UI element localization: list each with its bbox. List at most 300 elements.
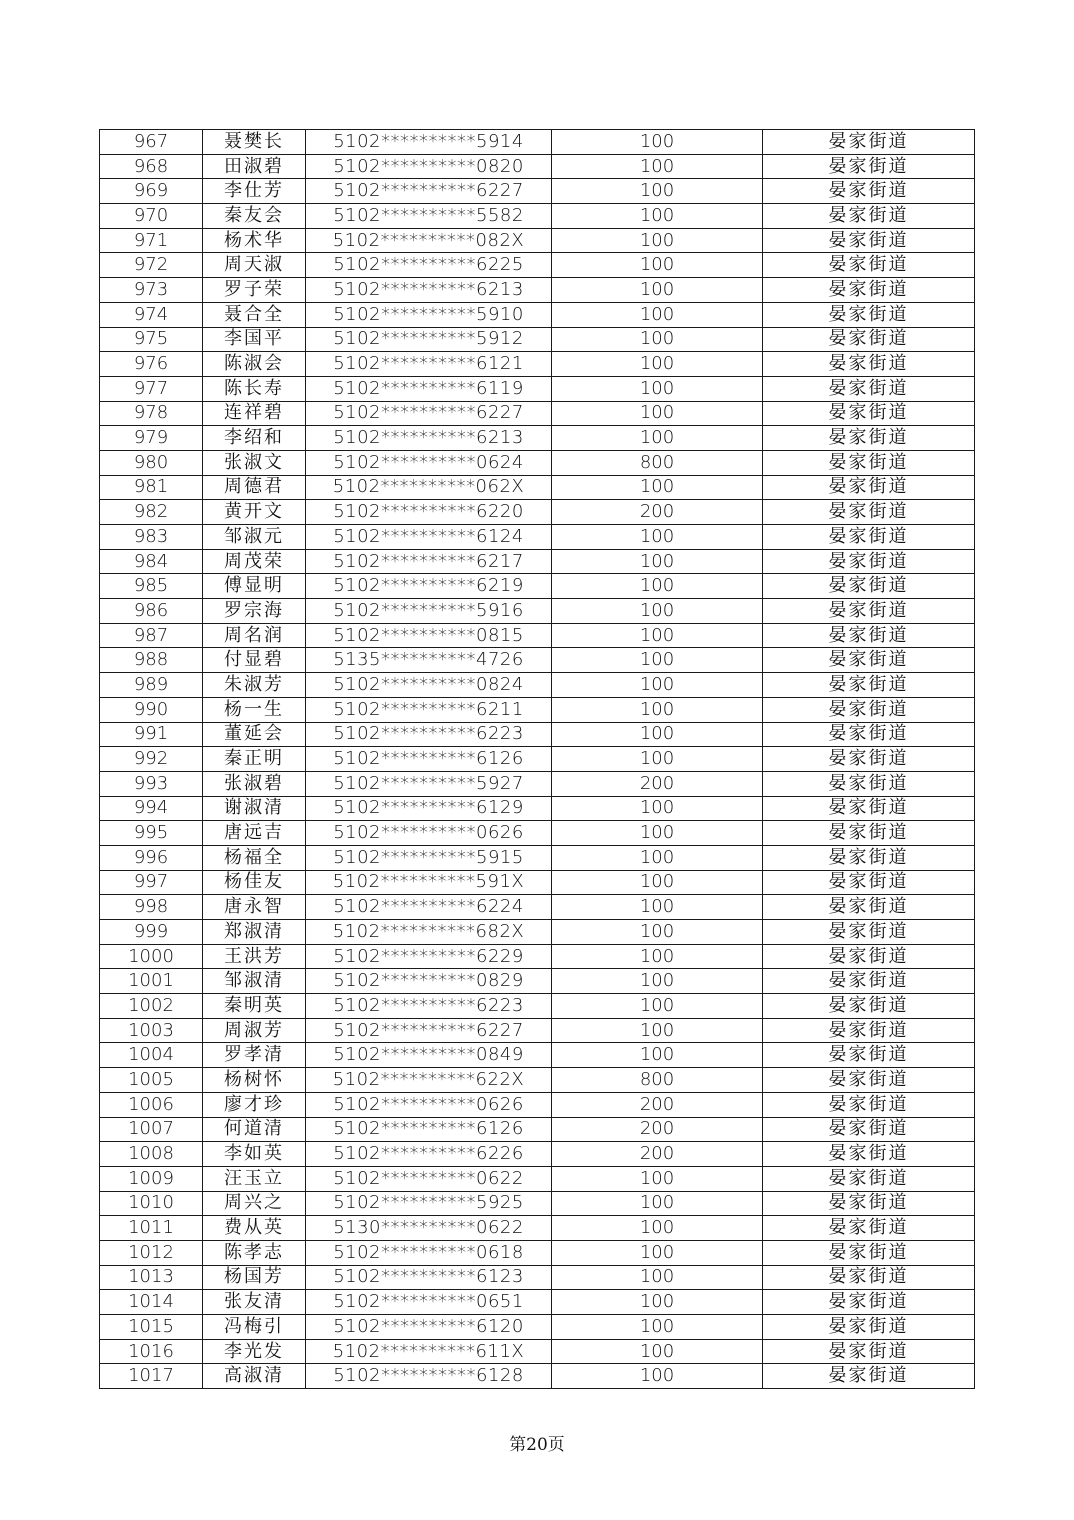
id-number-cell: 5102**********062X — [306, 475, 552, 500]
amount-cell: 100 — [552, 1315, 763, 1340]
id-number-cell: 5102**********6120 — [306, 1315, 552, 1340]
name-cell: 唐永智 — [203, 895, 306, 920]
amount-cell: 100 — [552, 1364, 763, 1389]
row-number-cell: 973 — [100, 278, 203, 303]
row-number-cell: 1008 — [100, 1142, 203, 1167]
id-number-cell: 5102**********0618 — [306, 1240, 552, 1265]
amount-cell: 100 — [552, 1216, 763, 1241]
row-number-cell: 988 — [100, 648, 203, 673]
amount-cell: 100 — [552, 253, 763, 278]
location-cell: 晏家街道 — [763, 253, 975, 278]
row-number-cell: 972 — [100, 253, 203, 278]
location-cell: 晏家街道 — [763, 747, 975, 772]
row-number-cell: 1011 — [100, 1216, 203, 1241]
location-cell: 晏家街道 — [763, 376, 975, 401]
table-row — [100, 352, 975, 377]
location-cell: 晏家街道 — [763, 1240, 975, 1265]
id-number-cell: 5102**********6223 — [306, 722, 552, 747]
name-cell: 罗子荣 — [203, 278, 306, 303]
id-number-cell: 5102**********6226 — [306, 1142, 552, 1167]
amount-cell: 200 — [552, 1142, 763, 1167]
id-number-cell: 5102**********0624 — [306, 450, 552, 475]
location-cell: 晏家街道 — [763, 549, 975, 574]
row-number-cell: 991 — [100, 722, 203, 747]
name-cell: 高淑清 — [203, 1364, 306, 1389]
amount-cell: 100 — [552, 1290, 763, 1315]
table-row — [100, 994, 975, 1019]
location-cell: 晏家街道 — [763, 475, 975, 500]
row-number-cell: 1004 — [100, 1043, 203, 1068]
table-row — [100, 845, 975, 870]
amount-cell: 100 — [552, 648, 763, 673]
amount-cell: 100 — [552, 599, 763, 624]
row-number-cell: 977 — [100, 376, 203, 401]
id-number-cell: 5102**********5916 — [306, 599, 552, 624]
row-number-cell: 981 — [100, 475, 203, 500]
row-number-cell: 975 — [100, 327, 203, 352]
table-row — [100, 673, 975, 698]
table-row — [100, 1068, 975, 1093]
table-row — [100, 1315, 975, 1340]
name-cell: 杨福全 — [203, 845, 306, 870]
row-number-cell: 996 — [100, 845, 203, 870]
amount-cell: 100 — [552, 475, 763, 500]
id-number-cell: 5102**********6223 — [306, 994, 552, 1019]
amount-cell: 100 — [552, 154, 763, 179]
table-row — [100, 1364, 975, 1389]
table-row — [100, 599, 975, 624]
name-cell: 邹淑元 — [203, 525, 306, 550]
id-number-cell: 5102**********6124 — [306, 525, 552, 550]
row-number-cell: 982 — [100, 500, 203, 525]
table-row — [100, 500, 975, 525]
id-number-cell: 5102**********6217 — [306, 549, 552, 574]
id-number-cell: 5102**********5582 — [306, 204, 552, 229]
name-cell: 秦友会 — [203, 204, 306, 229]
row-number-cell: 990 — [100, 697, 203, 722]
name-cell: 周天淑 — [203, 253, 306, 278]
row-number-cell: 986 — [100, 599, 203, 624]
row-number-cell: 1000 — [100, 944, 203, 969]
id-number-cell: 5130**********0622 — [306, 1216, 552, 1241]
location-cell: 晏家街道 — [763, 1315, 975, 1340]
page-number: 第20页 — [509, 1435, 565, 1455]
table-row — [100, 821, 975, 846]
location-cell: 晏家街道 — [763, 302, 975, 327]
location-cell: 晏家街道 — [763, 1068, 975, 1093]
table-row — [100, 920, 975, 945]
name-cell: 罗宗海 — [203, 599, 306, 624]
location-cell: 晏家街道 — [763, 401, 975, 426]
amount-cell: 100 — [552, 352, 763, 377]
amount-cell: 100 — [552, 623, 763, 648]
name-cell: 费从英 — [203, 1216, 306, 1241]
id-number-cell: 5102**********0815 — [306, 623, 552, 648]
table-row — [100, 130, 975, 155]
row-number-cell: 974 — [100, 302, 203, 327]
table-row — [100, 1018, 975, 1043]
location-cell: 晏家街道 — [763, 204, 975, 229]
table-row — [100, 969, 975, 994]
amount-cell: 100 — [552, 697, 763, 722]
name-cell: 张友清 — [203, 1290, 306, 1315]
amount-cell: 800 — [552, 1068, 763, 1093]
name-cell: 陈孝志 — [203, 1240, 306, 1265]
location-cell: 晏家街道 — [763, 1191, 975, 1216]
name-cell: 张淑文 — [203, 450, 306, 475]
id-number-cell: 5102**********0622 — [306, 1166, 552, 1191]
name-cell: 秦正明 — [203, 747, 306, 772]
table-row — [100, 1092, 975, 1117]
name-cell: 杨佳友 — [203, 870, 306, 895]
name-cell: 田淑碧 — [203, 154, 306, 179]
row-number-cell: 984 — [100, 549, 203, 574]
location-cell: 晏家街道 — [763, 278, 975, 303]
location-cell: 晏家街道 — [763, 944, 975, 969]
location-cell: 晏家街道 — [763, 697, 975, 722]
name-cell: 朱淑芳 — [203, 673, 306, 698]
amount-cell: 100 — [552, 228, 763, 253]
table-row — [100, 1191, 975, 1216]
name-cell: 王洪芳 — [203, 944, 306, 969]
table-row — [100, 1216, 975, 1241]
amount-cell: 100 — [552, 574, 763, 599]
id-number-cell: 5102**********0824 — [306, 673, 552, 698]
amount-cell: 100 — [552, 426, 763, 451]
table-row — [100, 475, 975, 500]
row-number-cell: 1013 — [100, 1265, 203, 1290]
name-cell: 付显碧 — [203, 648, 306, 673]
id-number-cell: 5102**********6213 — [306, 426, 552, 451]
name-cell: 杨一生 — [203, 697, 306, 722]
table-row — [100, 623, 975, 648]
id-number-cell: 5102**********6229 — [306, 944, 552, 969]
id-number-cell: 5102**********6224 — [306, 895, 552, 920]
id-number-cell: 5102**********6211 — [306, 697, 552, 722]
row-number-cell: 1001 — [100, 969, 203, 994]
amount-cell: 100 — [552, 1265, 763, 1290]
id-number-cell: 5102**********6225 — [306, 253, 552, 278]
location-cell: 晏家街道 — [763, 327, 975, 352]
table-row — [100, 450, 975, 475]
row-number-cell: 970 — [100, 204, 203, 229]
location-cell: 晏家街道 — [763, 1216, 975, 1241]
table-row — [100, 228, 975, 253]
name-cell: 李仕芳 — [203, 179, 306, 204]
table-row — [100, 574, 975, 599]
row-number-cell: 978 — [100, 401, 203, 426]
id-number-cell: 5102**********6119 — [306, 376, 552, 401]
name-cell: 冯梅引 — [203, 1315, 306, 1340]
name-cell: 周茂荣 — [203, 549, 306, 574]
name-cell: 连祥碧 — [203, 401, 306, 426]
location-cell: 晏家街道 — [763, 1043, 975, 1068]
row-number-cell: 999 — [100, 920, 203, 945]
amount-cell: 100 — [552, 1166, 763, 1191]
location-cell: 晏家街道 — [763, 648, 975, 673]
location-cell: 晏家街道 — [763, 1339, 975, 1364]
row-number-cell: 989 — [100, 673, 203, 698]
name-cell: 秦明英 — [203, 994, 306, 1019]
row-number-cell: 1002 — [100, 994, 203, 1019]
name-cell: 罗孝清 — [203, 1043, 306, 1068]
amount-cell: 100 — [552, 821, 763, 846]
amount-cell: 100 — [552, 401, 763, 426]
name-cell: 何道清 — [203, 1117, 306, 1142]
amount-cell: 200 — [552, 1092, 763, 1117]
location-cell: 晏家街道 — [763, 130, 975, 155]
name-cell: 汪玉立 — [203, 1166, 306, 1191]
id-number-cell: 5102**********591X — [306, 870, 552, 895]
name-cell: 聂合全 — [203, 302, 306, 327]
name-cell: 周兴之 — [203, 1191, 306, 1216]
id-number-cell: 5102**********6227 — [306, 179, 552, 204]
amount-cell: 200 — [552, 771, 763, 796]
table-row — [100, 697, 975, 722]
id-number-cell: 5102**********5915 — [306, 845, 552, 870]
name-cell: 郑淑清 — [203, 920, 306, 945]
location-cell: 晏家街道 — [763, 500, 975, 525]
id-number-cell: 5102**********0651 — [306, 1290, 552, 1315]
location-cell: 晏家街道 — [763, 352, 975, 377]
id-number-cell: 5102**********5912 — [306, 327, 552, 352]
table-row — [100, 426, 975, 451]
row-number-cell: 1017 — [100, 1364, 203, 1389]
table-row — [100, 302, 975, 327]
table-row — [100, 549, 975, 574]
name-cell: 聂樊长 — [203, 130, 306, 155]
amount-cell: 100 — [552, 130, 763, 155]
id-number-cell: 5102**********6227 — [306, 401, 552, 426]
location-cell: 晏家街道 — [763, 895, 975, 920]
amount-cell: 100 — [552, 278, 763, 303]
row-number-cell: 998 — [100, 895, 203, 920]
amount-cell: 100 — [552, 845, 763, 870]
table-row — [100, 1265, 975, 1290]
row-number-cell: 1014 — [100, 1290, 203, 1315]
id-number-cell: 5102**********6128 — [306, 1364, 552, 1389]
location-cell: 晏家街道 — [763, 920, 975, 945]
amount-cell: 100 — [552, 870, 763, 895]
id-number-cell: 5102**********0829 — [306, 969, 552, 994]
table-row — [100, 895, 975, 920]
table-row — [100, 204, 975, 229]
amount-cell: 100 — [552, 204, 763, 229]
location-cell: 晏家街道 — [763, 179, 975, 204]
amount-cell: 100 — [552, 1191, 763, 1216]
row-number-cell: 994 — [100, 796, 203, 821]
id-number-cell: 5102**********5914 — [306, 130, 552, 155]
location-cell: 晏家街道 — [763, 154, 975, 179]
name-cell: 杨术华 — [203, 228, 306, 253]
location-cell: 晏家街道 — [763, 1364, 975, 1389]
table-row — [100, 944, 975, 969]
location-cell: 晏家街道 — [763, 228, 975, 253]
row-number-cell: 1015 — [100, 1315, 203, 1340]
amount-cell: 800 — [552, 450, 763, 475]
id-number-cell: 5102**********6121 — [306, 352, 552, 377]
name-cell: 张淑碧 — [203, 771, 306, 796]
location-cell: 晏家街道 — [763, 1018, 975, 1043]
location-cell: 晏家街道 — [763, 969, 975, 994]
location-cell: 晏家街道 — [763, 623, 975, 648]
amount-cell: 100 — [552, 895, 763, 920]
row-number-cell: 971 — [100, 228, 203, 253]
table-row — [100, 525, 975, 550]
amount-cell: 100 — [552, 969, 763, 994]
amount-cell: 100 — [552, 376, 763, 401]
name-cell: 傅显明 — [203, 574, 306, 599]
table-row — [100, 1339, 975, 1364]
location-cell: 晏家街道 — [763, 1117, 975, 1142]
id-number-cell: 5102**********0849 — [306, 1043, 552, 1068]
amount-cell: 100 — [552, 944, 763, 969]
name-cell: 周德君 — [203, 475, 306, 500]
name-cell: 李如英 — [203, 1142, 306, 1167]
location-cell: 晏家街道 — [763, 1142, 975, 1167]
amount-cell: 100 — [552, 1240, 763, 1265]
location-cell: 晏家街道 — [763, 870, 975, 895]
amount-cell: 100 — [552, 673, 763, 698]
amount-cell: 200 — [552, 500, 763, 525]
row-number-cell: 995 — [100, 821, 203, 846]
amount-cell: 200 — [552, 1117, 763, 1142]
name-cell: 唐远吉 — [203, 821, 306, 846]
row-number-cell: 979 — [100, 426, 203, 451]
location-cell: 晏家街道 — [763, 722, 975, 747]
id-number-cell: 5102**********5925 — [306, 1191, 552, 1216]
amount-cell: 100 — [552, 1018, 763, 1043]
location-cell: 晏家街道 — [763, 845, 975, 870]
location-cell: 晏家街道 — [763, 525, 975, 550]
name-cell: 周名润 — [203, 623, 306, 648]
amount-cell: 100 — [552, 302, 763, 327]
name-cell: 李国平 — [203, 327, 306, 352]
amount-cell: 100 — [552, 920, 763, 945]
table-row — [100, 771, 975, 796]
amount-cell: 100 — [552, 1043, 763, 1068]
table-row — [100, 327, 975, 352]
location-cell: 晏家街道 — [763, 1265, 975, 1290]
id-number-cell: 5102**********0626 — [306, 1092, 552, 1117]
location-cell: 晏家街道 — [763, 673, 975, 698]
id-number-cell: 5102**********622X — [306, 1068, 552, 1093]
location-cell: 晏家街道 — [763, 1290, 975, 1315]
row-number-cell: 1009 — [100, 1166, 203, 1191]
row-number-cell: 983 — [100, 525, 203, 550]
id-number-cell: 5102**********611X — [306, 1339, 552, 1364]
row-number-cell: 987 — [100, 623, 203, 648]
amount-cell: 100 — [552, 747, 763, 772]
table-row — [100, 722, 975, 747]
name-cell: 黄开文 — [203, 500, 306, 525]
table-row — [100, 1240, 975, 1265]
id-number-cell: 5102**********6227 — [306, 1018, 552, 1043]
roster-table-body — [100, 130, 975, 1389]
id-number-cell: 5102**********082X — [306, 228, 552, 253]
id-number-cell: 5102**********6220 — [306, 500, 552, 525]
name-cell: 杨国芳 — [203, 1265, 306, 1290]
amount-cell: 100 — [552, 1339, 763, 1364]
table-row — [100, 648, 975, 673]
name-cell: 李绍和 — [203, 426, 306, 451]
location-cell: 晏家街道 — [763, 599, 975, 624]
name-cell: 谢淑清 — [203, 796, 306, 821]
amount-cell: 100 — [552, 525, 763, 550]
id-number-cell: 5102**********6126 — [306, 747, 552, 772]
name-cell: 邹淑清 — [203, 969, 306, 994]
id-number-cell: 5102**********6219 — [306, 574, 552, 599]
table-row — [100, 1117, 975, 1142]
name-cell: 陈长寿 — [203, 376, 306, 401]
table-row — [100, 401, 975, 426]
row-number-cell: 1007 — [100, 1117, 203, 1142]
amount-cell: 100 — [552, 549, 763, 574]
location-cell: 晏家街道 — [763, 771, 975, 796]
table-row — [100, 253, 975, 278]
id-number-cell: 5102**********6123 — [306, 1265, 552, 1290]
row-number-cell: 985 — [100, 574, 203, 599]
name-cell: 周淑芳 — [203, 1018, 306, 1043]
id-number-cell: 5135**********4726 — [306, 648, 552, 673]
table-row — [100, 154, 975, 179]
id-number-cell: 5102**********5927 — [306, 771, 552, 796]
amount-cell: 100 — [552, 722, 763, 747]
row-number-cell: 997 — [100, 870, 203, 895]
row-number-cell: 969 — [100, 179, 203, 204]
table-row — [100, 179, 975, 204]
name-cell: 杨树怀 — [203, 1068, 306, 1093]
location-cell: 晏家街道 — [763, 994, 975, 1019]
row-number-cell: 980 — [100, 450, 203, 475]
row-number-cell: 1010 — [100, 1191, 203, 1216]
id-number-cell: 5102**********0626 — [306, 821, 552, 846]
id-number-cell: 5102**********0820 — [306, 154, 552, 179]
roster-table — [99, 129, 975, 1389]
name-cell: 陈淑会 — [203, 352, 306, 377]
table-row — [100, 1142, 975, 1167]
row-number-cell: 968 — [100, 154, 203, 179]
location-cell: 晏家街道 — [763, 821, 975, 846]
id-number-cell: 5102**********6126 — [306, 1117, 552, 1142]
id-number-cell: 5102**********6213 — [306, 278, 552, 303]
table-row — [100, 1166, 975, 1191]
name-cell: 董延会 — [203, 722, 306, 747]
name-cell: 李光发 — [203, 1339, 306, 1364]
name-cell: 廖才珍 — [203, 1092, 306, 1117]
row-number-cell: 1003 — [100, 1018, 203, 1043]
row-number-cell: 1016 — [100, 1339, 203, 1364]
table-row — [100, 796, 975, 821]
row-number-cell: 1005 — [100, 1068, 203, 1093]
table-row — [100, 1043, 975, 1068]
table-row — [100, 1290, 975, 1315]
row-number-cell: 993 — [100, 771, 203, 796]
row-number-cell: 967 — [100, 130, 203, 155]
row-number-cell: 976 — [100, 352, 203, 377]
row-number-cell: 1006 — [100, 1092, 203, 1117]
amount-cell: 100 — [552, 796, 763, 821]
location-cell: 晏家街道 — [763, 796, 975, 821]
table-row — [100, 278, 975, 303]
id-number-cell: 5102**********6129 — [306, 796, 552, 821]
table-row — [100, 747, 975, 772]
row-number-cell: 1012 — [100, 1240, 203, 1265]
location-cell: 晏家街道 — [763, 426, 975, 451]
id-number-cell: 5102**********5910 — [306, 302, 552, 327]
location-cell: 晏家街道 — [763, 1166, 975, 1191]
table-row — [100, 870, 975, 895]
